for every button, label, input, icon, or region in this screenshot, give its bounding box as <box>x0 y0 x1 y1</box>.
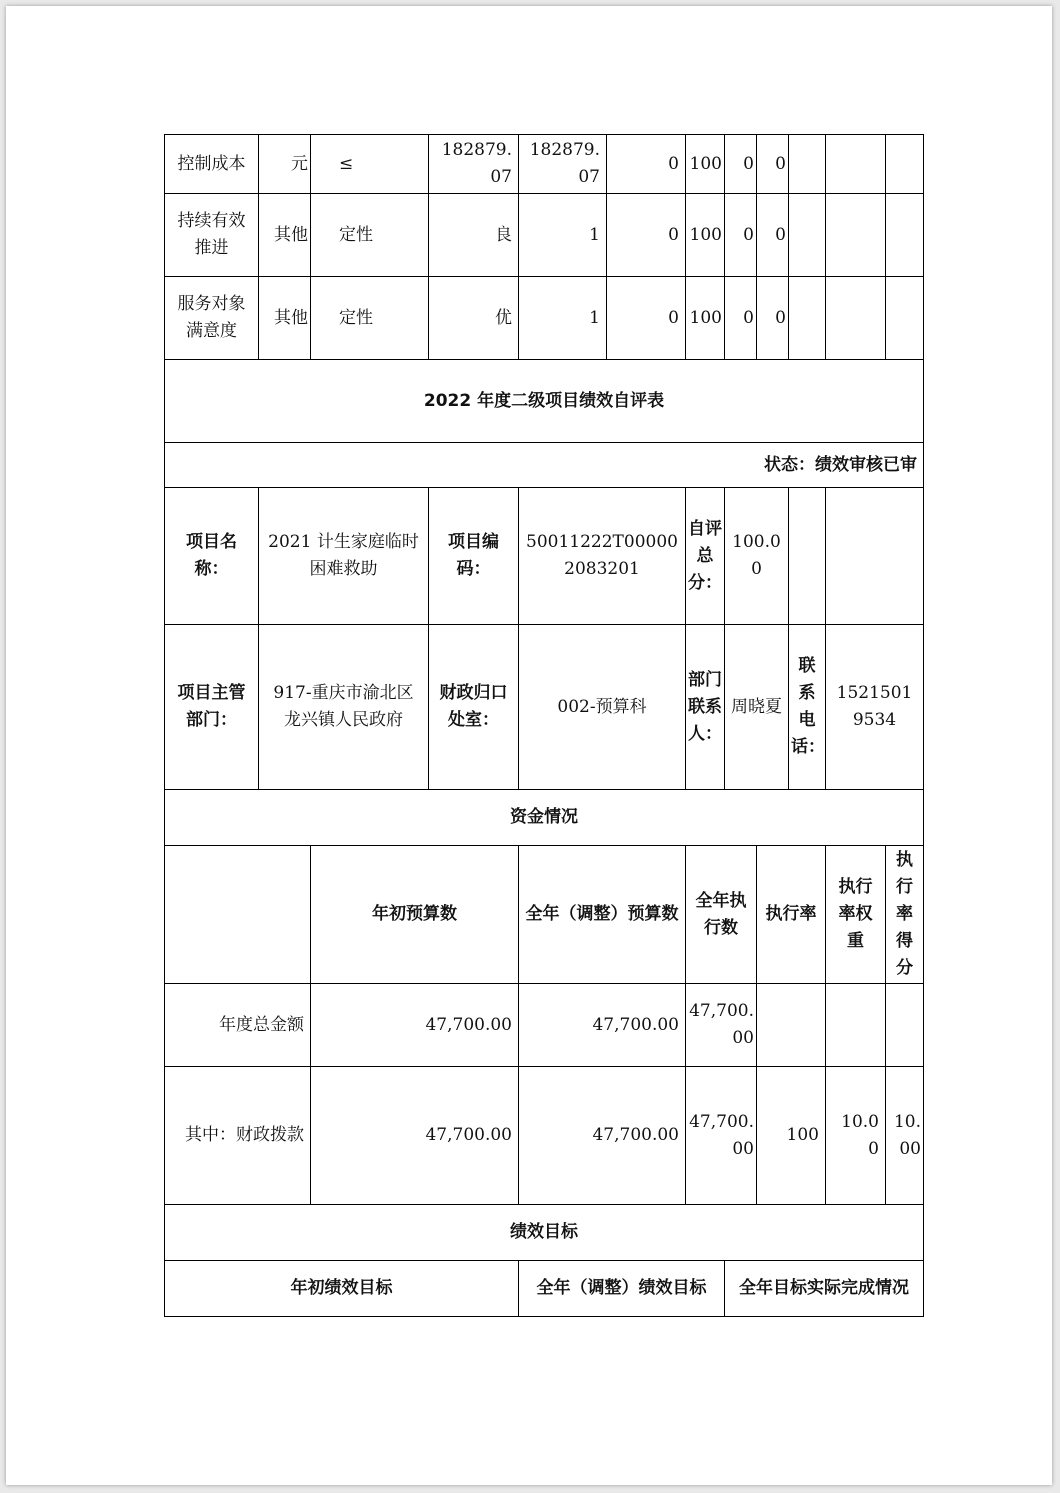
page-title: 2022 年度二级项目绩效自评表 <box>165 360 924 443</box>
indicator-actual: 1 <box>519 194 607 277</box>
goals-header: 年初绩效目标 <box>165 1261 519 1317</box>
indicator-target: 182879.07 <box>429 135 519 194</box>
self-score-value: 100.00 <box>725 488 789 625</box>
indicator-name: 服务对象满意度 <box>165 277 259 360</box>
funds-executed: 47,700.00 <box>686 984 757 1067</box>
funds-adjusted: 47,700.00 <box>519 1067 686 1205</box>
table-row <box>165 846 924 984</box>
funds-header: 执行率得分 <box>886 846 924 984</box>
funds-score: 10.00 <box>886 1067 924 1205</box>
funds-initial: 47,700.00 <box>311 1067 519 1205</box>
indicator-score: 0 <box>757 135 789 194</box>
empty-cell <box>789 488 826 625</box>
status-badge: 状态：绩效审核已审 <box>165 443 924 488</box>
phone-label: 联系电话： <box>789 625 826 790</box>
indicator-weight: 0 <box>607 277 686 360</box>
empty-cell <box>789 194 826 277</box>
empty-cell <box>886 135 924 194</box>
funds-executed: 47,700.00 <box>686 1067 757 1205</box>
indicator-score: 0 <box>757 277 789 360</box>
project-code-label: 项目编码： <box>429 488 519 625</box>
indicator-score: 0 <box>725 135 757 194</box>
funds-header: 执行率 <box>757 846 826 984</box>
funds-adjusted: 47,700.00 <box>519 984 686 1067</box>
contact-label: 部门联系人： <box>686 625 725 790</box>
indicator-score: 0 <box>757 194 789 277</box>
funds-header: 年初预算数 <box>311 846 519 984</box>
indicator-unit: 其他 <box>259 277 311 360</box>
goals-header: 全年（调整）绩效目标 <box>519 1261 725 1317</box>
table-row <box>165 135 924 194</box>
indicator-actual: 182879.07 <box>519 135 607 194</box>
indicator-target: 优 <box>429 277 519 360</box>
table-row <box>165 277 924 360</box>
funds-section-heading: 资金情况 <box>165 790 924 846</box>
finance-office-value: 002-预算科 <box>519 625 686 790</box>
table-row <box>165 360 924 443</box>
document-page <box>6 6 1052 1485</box>
funds-weight: 10.00 <box>826 1067 886 1205</box>
funds-initial: 47,700.00 <box>311 984 519 1067</box>
table-row <box>165 488 924 625</box>
indicator-score: 100 <box>686 135 725 194</box>
indicator-name: 持续有效推进 <box>165 194 259 277</box>
table-row <box>165 1205 924 1261</box>
indicator-operator: ≤ <box>311 135 429 194</box>
dept-value: 917-重庆市渝北区龙兴镇人民政府 <box>259 625 429 790</box>
project-code-value: 50011222T000002083201 <box>519 488 686 625</box>
table-row <box>165 790 924 846</box>
funds-row-label: 其中：财政拨款 <box>165 1067 311 1205</box>
empty-cell <box>789 277 826 360</box>
indicator-unit: 其他 <box>259 194 311 277</box>
indicator-operator: 定性 <box>311 194 429 277</box>
empty-cell <box>826 135 886 194</box>
indicator-operator: 定性 <box>311 277 429 360</box>
indicator-score: 0 <box>725 194 757 277</box>
funds-rate: 100 <box>757 1067 826 1205</box>
funds-score <box>886 984 924 1067</box>
empty-cell <box>826 194 886 277</box>
indicator-score: 100 <box>686 194 725 277</box>
indicator-weight: 0 <box>607 194 686 277</box>
empty-cell <box>886 194 924 277</box>
goals-section-heading: 绩效目标 <box>165 1205 924 1261</box>
table-row <box>165 984 924 1067</box>
table-row <box>165 625 924 790</box>
project-name-label: 项目名称： <box>165 488 259 625</box>
indicator-unit: 元 <box>259 135 311 194</box>
empty-cell <box>789 135 826 194</box>
goals-header: 全年目标实际完成情况 <box>725 1261 924 1317</box>
funds-header: 执行率权重 <box>826 846 886 984</box>
indicator-score: 0 <box>725 277 757 360</box>
funds-row-label: 年度总金额 <box>165 984 311 1067</box>
funds-weight <box>826 984 886 1067</box>
funds-header: 全年（调整）预算数 <box>519 846 686 984</box>
contact-value: 周晓夏 <box>725 625 789 790</box>
empty-cell <box>826 277 886 360</box>
funds-rate <box>757 984 826 1067</box>
empty-cell <box>886 277 924 360</box>
finance-office-label: 财政归口处室： <box>429 625 519 790</box>
dept-label: 项目主管部门： <box>165 625 259 790</box>
phone-value: 15215019534 <box>826 625 924 790</box>
table-row <box>165 443 924 488</box>
empty-cell <box>165 846 311 984</box>
table-row <box>165 1067 924 1205</box>
table-row <box>165 1261 924 1317</box>
table-row <box>165 194 924 277</box>
indicator-actual: 1 <box>519 277 607 360</box>
self-score-label: 自评总分： <box>686 488 725 625</box>
indicator-weight: 0 <box>607 135 686 194</box>
indicator-score: 100 <box>686 277 725 360</box>
project-name-value: 2021 计生家庭临时困难救助 <box>259 488 429 625</box>
funds-header: 全年执行数 <box>686 846 757 984</box>
performance-evaluation-table <box>164 134 924 1317</box>
empty-cell <box>826 488 924 625</box>
indicator-target: 良 <box>429 194 519 277</box>
indicator-name: 控制成本 <box>165 135 259 194</box>
